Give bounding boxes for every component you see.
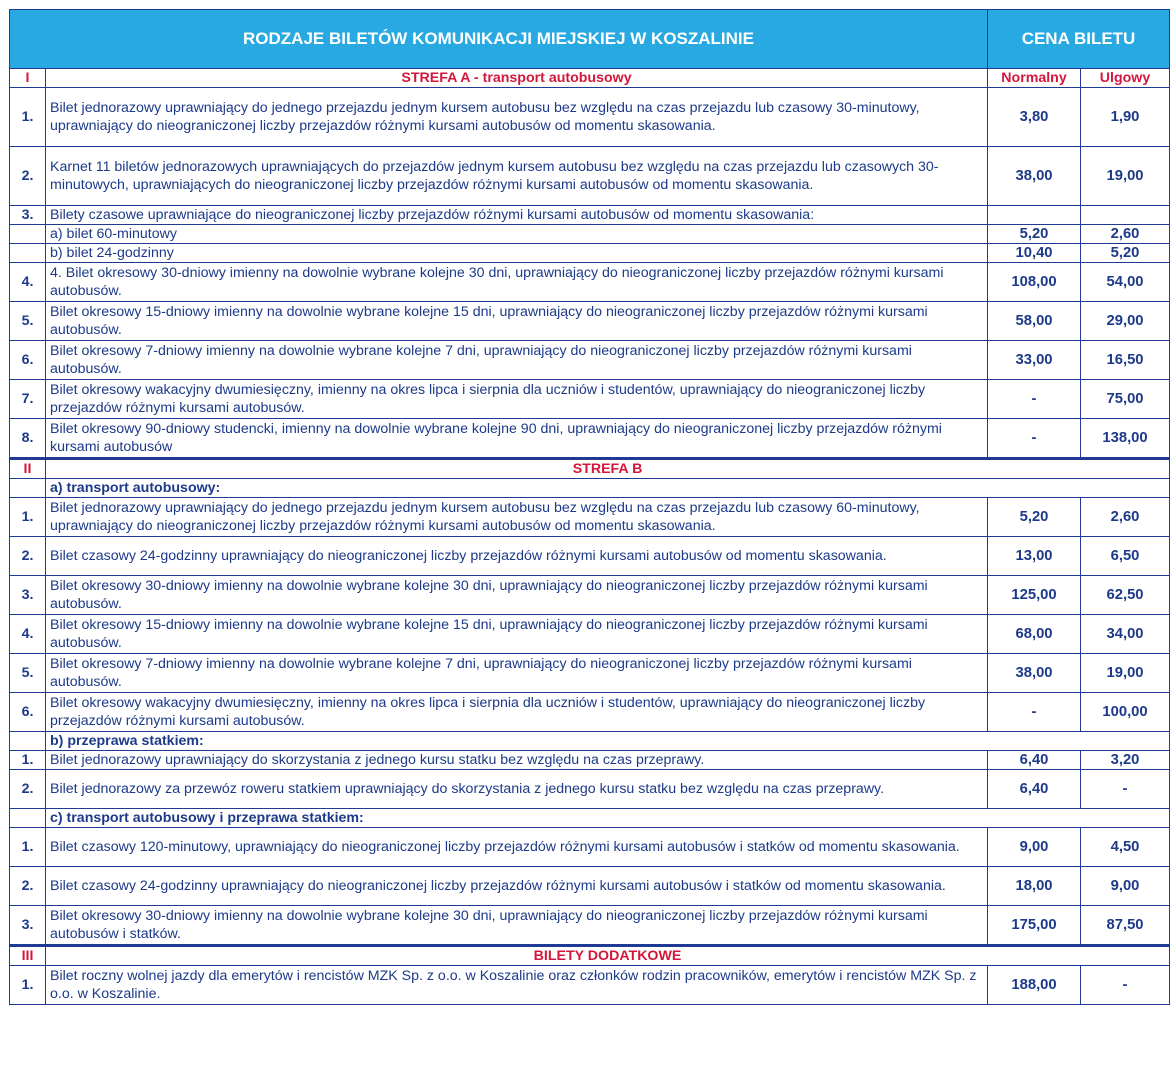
normal-price: 5,20 [988,225,1081,244]
ticket-description: Bilety czasowe uprawniające do nieograniczonej liczby przejazdów różnymi kursami autobusów od momentu skasowania: [46,206,988,225]
reduced-price: 5,20 [1081,244,1170,263]
row-number: 2. [10,770,46,809]
table-row [10,751,1170,770]
reduced-price: 34,00 [1081,615,1170,654]
reduced-price: 2,60 [1081,498,1170,537]
normal-price: 38,00 [988,654,1081,693]
empty-cell [10,732,46,751]
normal-price: 5,20 [988,498,1081,537]
table-row [10,906,1170,946]
reduced-price: 87,50 [1081,906,1170,946]
reduced-price: 16,50 [1081,341,1170,380]
ticket-description: Bilet okresowy 15-dniowy imienny na dowolnie wybrane kolejne 15 dni, uprawniający do nieograniczonej liczby przejazdów różnymi kursami autobusów. [46,302,988,341]
ticket-description: 4. Bilet okresowy 30-dniowy imienny na dowolnie wybrane kolejne 30 dni, uprawniający do nieograniczonej liczby przejazdów różnymi kursami autobusów. [46,263,988,302]
table-row [10,828,1170,867]
row-number: 1. [10,498,46,537]
normal-price: 3,80 [988,88,1081,147]
row-number: 6. [10,693,46,732]
reduced-price: 6,50 [1081,537,1170,576]
normal-price: 18,00 [988,867,1081,906]
reduced-price: 1,90 [1081,88,1170,147]
normal-price [988,206,1081,225]
normal-price: 175,00 [988,906,1081,946]
zone-a-title: STREFA A - transport autobusowy [46,69,988,88]
table-row [10,244,1170,263]
row-number: 3. [10,576,46,615]
zone-b-section-row [10,459,1170,479]
ship-crossing-subheading: b) przeprawa statkiem: [46,732,1170,751]
ticket-description: a) bilet 60-minutowy [46,225,988,244]
ticket-description: Bilet okresowy wakacyjny dwumiesięczny, imienny na okres lipca i sierpnia dla uczniów i studentów, uprawniający do nieograniczonej liczby przejazdów różnymi kursami autobusów. [46,693,988,732]
ticket-description: Bilet jednorazowy uprawniający do jednego przejazdu jednym kursem autobusu bez względu na czas przejazdu lub czasowy 30-minutowy, uprawniający do nieograniczonej liczby przejazdów różnymi kursami autobusów od momentu skasowania. [46,88,988,147]
reduced-price [1081,206,1170,225]
table-row [10,498,1170,537]
row-number: 3. [10,206,46,225]
normal-price: 6,40 [988,770,1081,809]
reduced-price: 3,20 [1081,751,1170,770]
bus-transport-subheading-row [10,479,1170,498]
ticket-description: Bilet okresowy 30-dniowy imienny na dowolnie wybrane kolejne 30 dni, uprawniający do nieograniczonej liczby przejazdów różnymi kursami autobusów i statków. [46,906,988,946]
zone-a-section-row [10,69,1170,88]
row-number: 1. [10,828,46,867]
bus-transport-subheading: a) transport autobusowy: [46,479,1170,498]
row-number: 2. [10,147,46,206]
table-row [10,419,1170,459]
row-number: 1. [10,751,46,770]
normal-price: 33,00 [988,341,1081,380]
row-number: 1. [10,966,46,1005]
reduced-price: 54,00 [1081,263,1170,302]
ticket-description: Bilet czasowy 24-godzinny uprawniający do nieograniczonej liczby przejazdów różnymi kursami autobusów od momentu skasowania. [46,537,988,576]
reduced-price: - [1081,770,1170,809]
table-row [10,770,1170,809]
ticket-description: Bilet okresowy 7-dniowy imienny na dowolnie wybrane kolejne 7 dni, uprawniający do nieograniczonej liczby przejazdów różnymi kursami autobusów. [46,654,988,693]
ticket-price-table-sheet [9,9,1169,1005]
table-row [10,966,1170,1005]
zone-a-roman: I [10,69,46,88]
extra-tickets-section-row [10,946,1170,966]
reduced-price: 19,00 [1081,654,1170,693]
reduced-price: 62,50 [1081,576,1170,615]
table-row [10,693,1170,732]
table-row [10,302,1170,341]
ticket-description: Bilet okresowy 7-dniowy imienny na dowolnie wybrane kolejne 7 dni, uprawniający do nieograniczonej liczby przejazdów różnymi kursami autobusów. [46,341,988,380]
normal-price: 6,40 [988,751,1081,770]
row-number [10,225,46,244]
normal-price: 58,00 [988,302,1081,341]
row-number: 1. [10,88,46,147]
row-number: 4. [10,615,46,654]
row-number: 3. [10,906,46,946]
normal-price-label: Normalny [988,69,1081,88]
row-number: 4. [10,263,46,302]
bus-and-ship-subheading-row [10,809,1170,828]
table-row [10,576,1170,615]
reduced-price-label: Ulgowy [1081,69,1170,88]
normal-price: 188,00 [988,966,1081,1005]
normal-price: - [988,419,1081,459]
normal-price: 38,00 [988,147,1081,206]
zone-b-roman: II [10,459,46,479]
ticket-description: Bilet okresowy 90-dniowy studencki, imienny na dowolnie wybrane kolejne 90 dni, uprawniający do nieograniczonej liczby przejazdów różnymi kursami autobusów [46,419,988,459]
normal-price: 10,40 [988,244,1081,263]
table-row [10,341,1170,380]
ticket-description: Bilet okresowy wakacyjny dwumiesięczny, imienny na okres lipca i sierpnia dla uczniów i studentów, uprawniający do nieograniczonej liczby przejazdów różnymi kursami autobusów. [46,380,988,419]
reduced-price: 9,00 [1081,867,1170,906]
table-row [10,206,1170,225]
reduced-price: 4,50 [1081,828,1170,867]
table-row [10,654,1170,693]
table-row [10,263,1170,302]
table-row [10,615,1170,654]
normal-price: 108,00 [988,263,1081,302]
ticket-description: Bilet czasowy 24-godzinny uprawniający do nieograniczonej liczby przejazdów różnymi kursami autobusów i statków od momentu skasowania. [46,867,988,906]
row-number: 2. [10,537,46,576]
ticket-description: Bilet okresowy 30-dniowy imienny na dowolnie wybrane kolejne 30 dni, uprawniający do nieograniczonej liczby przejazdów różnymi kursami autobusów. [46,576,988,615]
ticket-description: Bilet okresowy 15-dniowy imienny na dowolnie wybrane kolejne 15 dni, uprawniający do nieograniczonej liczby przejazdów różnymi kursami autobusów. [46,615,988,654]
row-number: 5. [10,654,46,693]
ticket-description: Bilet roczny wolnej jazdy dla emerytów i rencistów MZK Sp. z o.o. w Koszalinie oraz członków rodzin pracowników, emerytów i rencistów MZK Sp. z o.o. w Koszalinie. [46,966,988,1005]
price-column-title: CENA BILETU [988,10,1170,69]
normal-price: 125,00 [988,576,1081,615]
extra-tickets-roman: III [10,946,46,966]
reduced-price: - [1081,966,1170,1005]
normal-price: - [988,693,1081,732]
table-row [10,380,1170,419]
row-number: 8. [10,419,46,459]
ship-crossing-subheading-row [10,732,1170,751]
table-row [10,147,1170,206]
row-number: 2. [10,867,46,906]
ticket-description: Bilet czasowy 120-minutowy, uprawniający do nieograniczonej liczby przejazdów różnymi kursami autobusów i statków od momentu skasowania. [46,828,988,867]
zone-b-title: STREFA B [46,459,1170,479]
normal-price: 9,00 [988,828,1081,867]
table-row [10,537,1170,576]
empty-cell [10,479,46,498]
row-number [10,244,46,263]
empty-cell [10,809,46,828]
bus-and-ship-subheading: c) transport autobusowy i przeprawa statkiem: [46,809,1170,828]
reduced-price: 2,60 [1081,225,1170,244]
normal-price: - [988,380,1081,419]
table-title: RODZAJE BILETÓW KOMUNIKACJI MIEJSKIEJ W KOSZALINIE [10,10,988,69]
row-number: 7. [10,380,46,419]
extra-tickets-title: BILETY DODATKOWE [46,946,1170,966]
normal-price: 68,00 [988,615,1081,654]
reduced-price: 29,00 [1081,302,1170,341]
reduced-price: 75,00 [1081,380,1170,419]
normal-price: 13,00 [988,537,1081,576]
row-number: 5. [10,302,46,341]
row-number: 6. [10,341,46,380]
ticket-price-table [9,9,1170,1005]
table-row [10,867,1170,906]
ticket-description: Bilet jednorazowy za przewóz roweru statkiem uprawniający do skorzystania z jednego kursu statku bez względu na czas przeprawy. [46,770,988,809]
ticket-description: Bilet jednorazowy uprawniający do jednego przejazdu jednym kursem autobusu bez względu na czas przejazdu lub czasowy 60-minutowy, uprawniający do nieograniczonej liczby przejazdów różnymi kursami autobusów od momentu skasowania. [46,498,988,537]
table-row [10,88,1170,147]
ticket-description: b) bilet 24-godzinny [46,244,988,263]
ticket-description: Bilet jednorazowy uprawniający do skorzystania z jednego kursu statku bez względu na czas przeprawy. [46,751,988,770]
reduced-price: 19,00 [1081,147,1170,206]
reduced-price: 138,00 [1081,419,1170,459]
table-header-row [10,10,1170,69]
ticket-description: Karnet 11 biletów jednorazowych uprawniających do przejazdów jednym kursem autobusu bez względu na czas przejazdu lub czasowych 30-minutowych, uprawniających do nieograniczonej liczby przejazdów różnymi kursami autobusów od momentu skasowania. [46,147,988,206]
table-row [10,225,1170,244]
reduced-price: 100,00 [1081,693,1170,732]
